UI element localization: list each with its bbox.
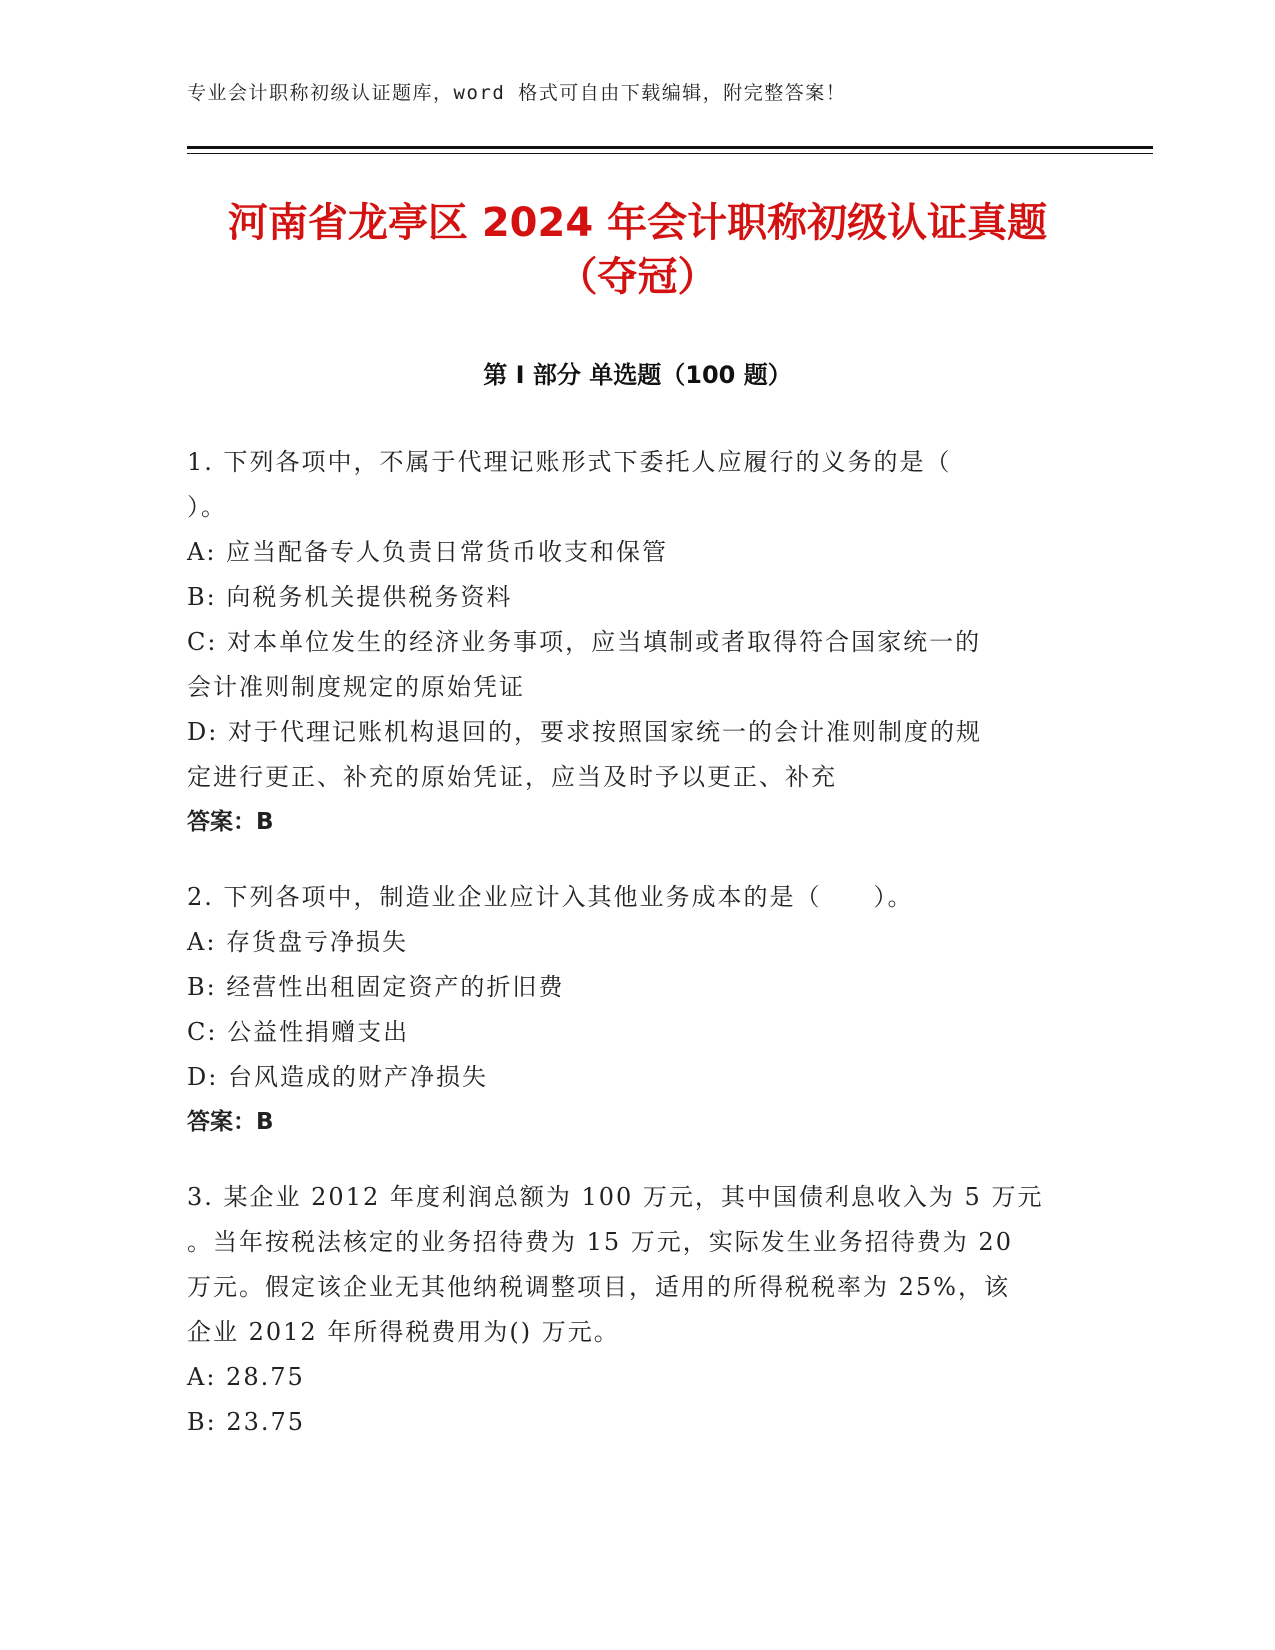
option-a-line: A: 存货盘亏净损失 [187,928,409,956]
document-title [150,196,1125,304]
option-a-line: A: 28.75 [187,1363,305,1391]
question-stem-line: 。当年按税法核定的业务招待费为 15 万元，实际发生业务招待费为 20 [187,1228,1013,1256]
option-b-line: B: 23.75 [187,1408,306,1436]
header-divider-thin [187,153,1153,154]
option-c-line: C: 公益性捐赠支出 [187,1018,410,1046]
question-stem-line: 1. 下列各项中，不属于代理记账形式下委托人应履行的义务的是（ [187,448,952,476]
question-1 [187,440,1087,845]
question-stem-line: 2. 下列各项中，制造业企业应计入其他业务成本的是（ ）。 [187,883,914,911]
header-note: 专业会计职称初级认证题库，word 格式可自由下载编辑，附完整答案！ [187,82,847,104]
section-title: 第 I 部分 单选题（100 题） [483,361,792,389]
question-stem-line: 企业 2012 年所得税费用为() 万元。 [187,1318,620,1346]
answer-label: 答案：B [187,809,274,835]
option-b-line: B: 向税务机关提供税务资料 [187,583,513,611]
question-2 [187,875,1087,1145]
option-d-line: D: 对于代理记账机构退回的，要求按照国家统一的会计准则制度的规 [187,718,982,746]
option-b-line: B: 经营性出租固定资产的折旧费 [187,973,565,1001]
option-a-line: A: 应当配备专人负责日常货币收支和保管 [187,538,669,566]
question-stem-line: 万元。假定该企业无其他纳税调整项目，适用的所得税税率为 25%，该 [187,1273,1010,1301]
option-d-line: 定进行更正、补充的原始凭证，应当及时予以更正、补充 [187,763,837,791]
question-stem-line: 3. 某企业 2012 年度利润总额为 100 万元，其中国债利息收入为 5 万元 [187,1183,1044,1211]
answer-label: 答案：B [187,1109,274,1135]
question-list [187,440,1087,1475]
option-c-line: C: 对本单位发生的经济业务事项，应当填制或者取得符合国家统一的 [187,628,982,656]
question-stem-line: ）。 [187,493,227,521]
option-c-line: 会计准则制度规定的原始凭证 [187,673,525,701]
option-d-line: D: 台风造成的财产净损失 [187,1063,488,1091]
title-line-2: （夺冠） [557,254,718,300]
header-divider-thick [187,146,1153,149]
title-line-1: 河南省龙亭区 2024 年会计职称初级认证真题 [227,200,1048,246]
question-3 [187,1175,1087,1445]
